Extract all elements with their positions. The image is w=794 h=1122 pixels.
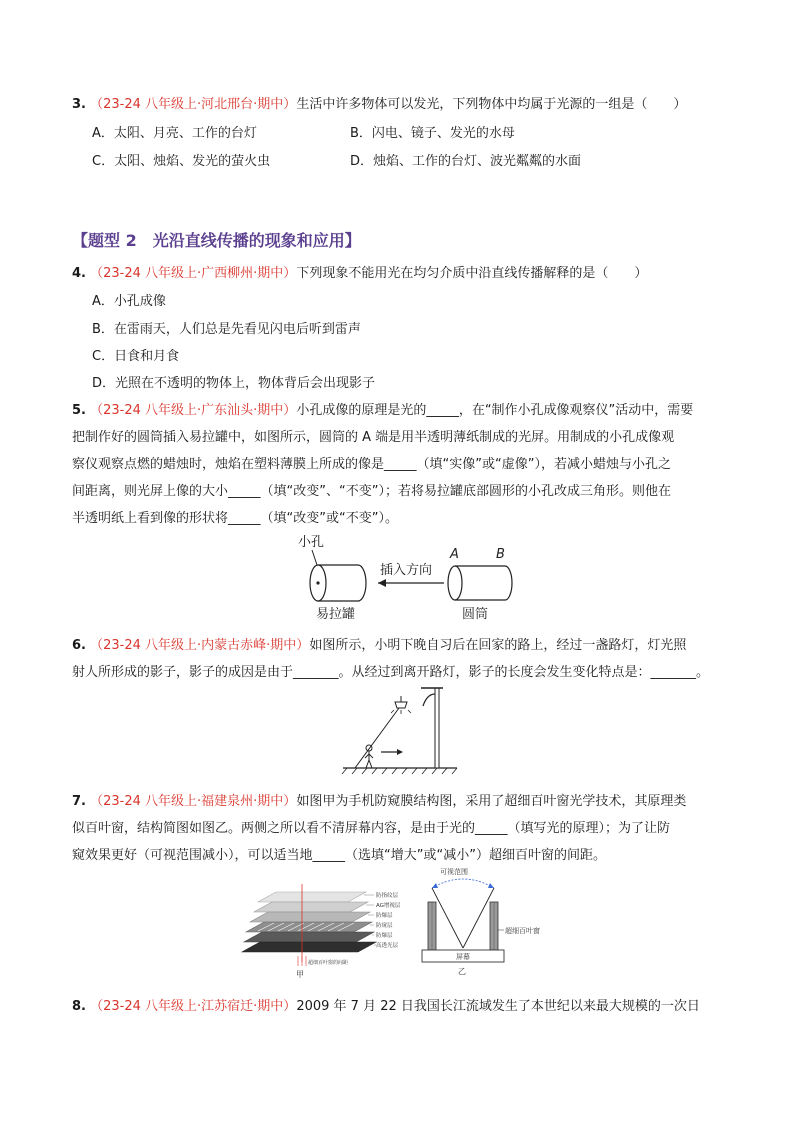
- q7-line-3: 窥效果更好（可视范围减小），可以适当地_____（选填“增大”或“减小”）超细百叶窗的间距。: [72, 848, 606, 863]
- fig6-light-ray: [355, 708, 399, 768]
- jia-layer-label-5: 防爆层: [376, 933, 393, 939]
- jia-layer-2: [254, 902, 368, 912]
- q6-figure: [335, 682, 465, 777]
- fig5-can-back: [358, 565, 366, 601]
- q3-option-a: A．太阳、月亮、工作的台灯: [92, 126, 257, 141]
- jia-layer-3: [250, 912, 370, 922]
- q4-option-a: A．小孔成像: [92, 294, 166, 309]
- q7-figure-yi: [418, 864, 578, 984]
- fig5-hole-icon: [316, 581, 319, 584]
- jia-eye-icon: [298, 956, 306, 966]
- q3-option-b: B．闪电、镜子、发光的水母: [350, 126, 515, 141]
- jia-layer-label-2: AG增视层: [376, 903, 401, 909]
- yi-arc-head-left-icon: [432, 883, 438, 888]
- fig5-arrow-label: 插入方向: [380, 563, 433, 578]
- jia-layer-label-3: 防爆层: [376, 913, 393, 919]
- q5-line-1: [72, 399, 693, 418]
- q5-line-2: 把制作好的圆筒插入易拉罐中，如图所示，圆筒的 A 端是用半透明薄纸制成的光屏。用制成的小孔成像观: [72, 430, 675, 445]
- fig5-can-label: 易拉罐: [316, 607, 356, 622]
- jia-layer-label-1: 防指纹层: [376, 893, 399, 899]
- q3-option-d: D．烛焰、工作的台灯、波光粼粼的水面: [350, 154, 582, 169]
- q5-line-3: 察仪观察点燃的蜡烛时，烛焰在塑料薄膜上所成的像是_____（填“实像”或“虚像”），若减小蜡烛与小孔之: [72, 457, 671, 472]
- section-heading: 【题型 2 光沿直线传播的现象和应用】: [72, 231, 361, 250]
- jia-layer-label-4: 防窥层: [376, 923, 393, 929]
- fig6-lamp-icon: [391, 696, 411, 714]
- q6-text-1: 如图所示，小明下晚自习后在回家的路上，经过一盏路灯，灯光照: [309, 638, 687, 653]
- q8-line-1: [72, 995, 700, 1014]
- yi-view-line-right: [463, 888, 494, 948]
- q3-stem-line: [72, 93, 686, 112]
- fig5-tube-front: [448, 566, 462, 600]
- yi-view-label: 可视范围: [440, 868, 468, 876]
- q7-line-1: [72, 790, 686, 809]
- q6-number: 6.: [72, 638, 86, 653]
- yi-view-line-left: [432, 888, 463, 948]
- q6-line-1: [72, 634, 686, 653]
- q4-option-c: C．日食和月食: [92, 349, 180, 364]
- fig5-label-a: A: [450, 547, 459, 562]
- fig5-hole-label: 小孔: [298, 535, 325, 550]
- q6-source: （23-24 八年级上·内蒙古赤峰·期中）: [90, 638, 310, 653]
- yi-screen-label: 屏幕: [456, 953, 470, 961]
- q5-text-1: 小孔成像的原理是光的_____，在“制作小孔成像观察仪”活动中，需要: [296, 403, 694, 418]
- jia-layer-5: [244, 932, 374, 942]
- q7-source: （23-24 八年级上·福建泉州·期中）: [90, 794, 297, 809]
- q5-number: 5.: [72, 403, 86, 418]
- jia-layer-label-6: 高透光层: [376, 943, 399, 949]
- yi-caption: 乙: [458, 967, 466, 976]
- q7-text-1: 如图甲为手机防窥膜结构图，采用了超细百叶窗光学技术，其原理类: [296, 794, 687, 809]
- q5-line-5: 半透明纸上看到像的形状将_____（填“改变”或“不变”）。: [72, 511, 398, 526]
- yi-view-arc: [432, 879, 494, 888]
- q3-stem: 生活中许多物体可以发光，下列物体中均属于光源的一组是（ ）: [296, 97, 687, 112]
- q6-line-2: 射人所形成的影子，影子的成因是由于_______。从经过到离开路灯，影子的长度会发生变化特点是：_______。: [72, 665, 710, 680]
- q8-number: 8.: [72, 999, 86, 1014]
- q7-line-2: 似百叶窗，结构简图如图乙。两侧之所以看不清屏幕内容，是由于光的_____（填写光的原理）；为了让防: [72, 821, 671, 836]
- q7-number: 7.: [72, 794, 86, 809]
- q5-source: （23-24 八年级上·广东汕头·期中）: [90, 403, 297, 418]
- q7-figure-jia: [238, 880, 408, 980]
- fig6-ground-hatch: [342, 768, 457, 774]
- q8-text: 2009 年 7 月 22 日我国长江流域发生了本世纪以来最大规模的一次日: [296, 999, 700, 1014]
- q3-option-c: C．太阳、烛焰、发光的萤火虫: [92, 154, 271, 169]
- q3-source: （23-24 八年级上·河北邢台·期中）: [90, 97, 297, 112]
- q4-option-b: B．在雷雨天，人们总是先看见闪电后听到雷声: [92, 322, 361, 337]
- fig5-tube-back: [505, 566, 512, 600]
- fig5-tube-label: 圆筒: [462, 607, 489, 622]
- fig5-arrow-head-icon: [378, 579, 386, 587]
- jia-layer-6: [242, 942, 376, 952]
- fig6-lamp-pole: [435, 688, 439, 768]
- q3-number: 3.: [72, 97, 86, 112]
- q4-number: 4.: [72, 266, 86, 281]
- jia-ray-label: 超细百叶窗的间距: [308, 960, 349, 966]
- fig5-label-b: B: [496, 547, 505, 562]
- jia-layer-1: [258, 892, 366, 902]
- jia-caption: 甲: [296, 970, 304, 979]
- q8-source: （23-24 八年级上·江苏宿迁·期中）: [90, 999, 297, 1014]
- yi-louver-label: 超细百叶窗: [505, 927, 540, 935]
- q5-line-4: 间距离，则光屏上像的大小_____（填“改变”、“不变”）；若将易拉罐底部圆形的小孔改成三角形。则他在: [72, 484, 671, 499]
- q4-stem: 下列现象不能用光在均匀介质中沿直线传播解释的是（ ）: [296, 266, 648, 281]
- q4-source: （23-24 八年级上·广西柳州·期中）: [90, 266, 297, 281]
- q4-stem-line: [72, 262, 647, 281]
- q4-option-d: D．光照在不透明的物体上，物体背后会出现影子: [92, 376, 376, 391]
- fig6-lamp-arm: [423, 694, 435, 706]
- fig6-walk-arrow-head-icon: [397, 749, 403, 755]
- q5-figure: [290, 528, 530, 623]
